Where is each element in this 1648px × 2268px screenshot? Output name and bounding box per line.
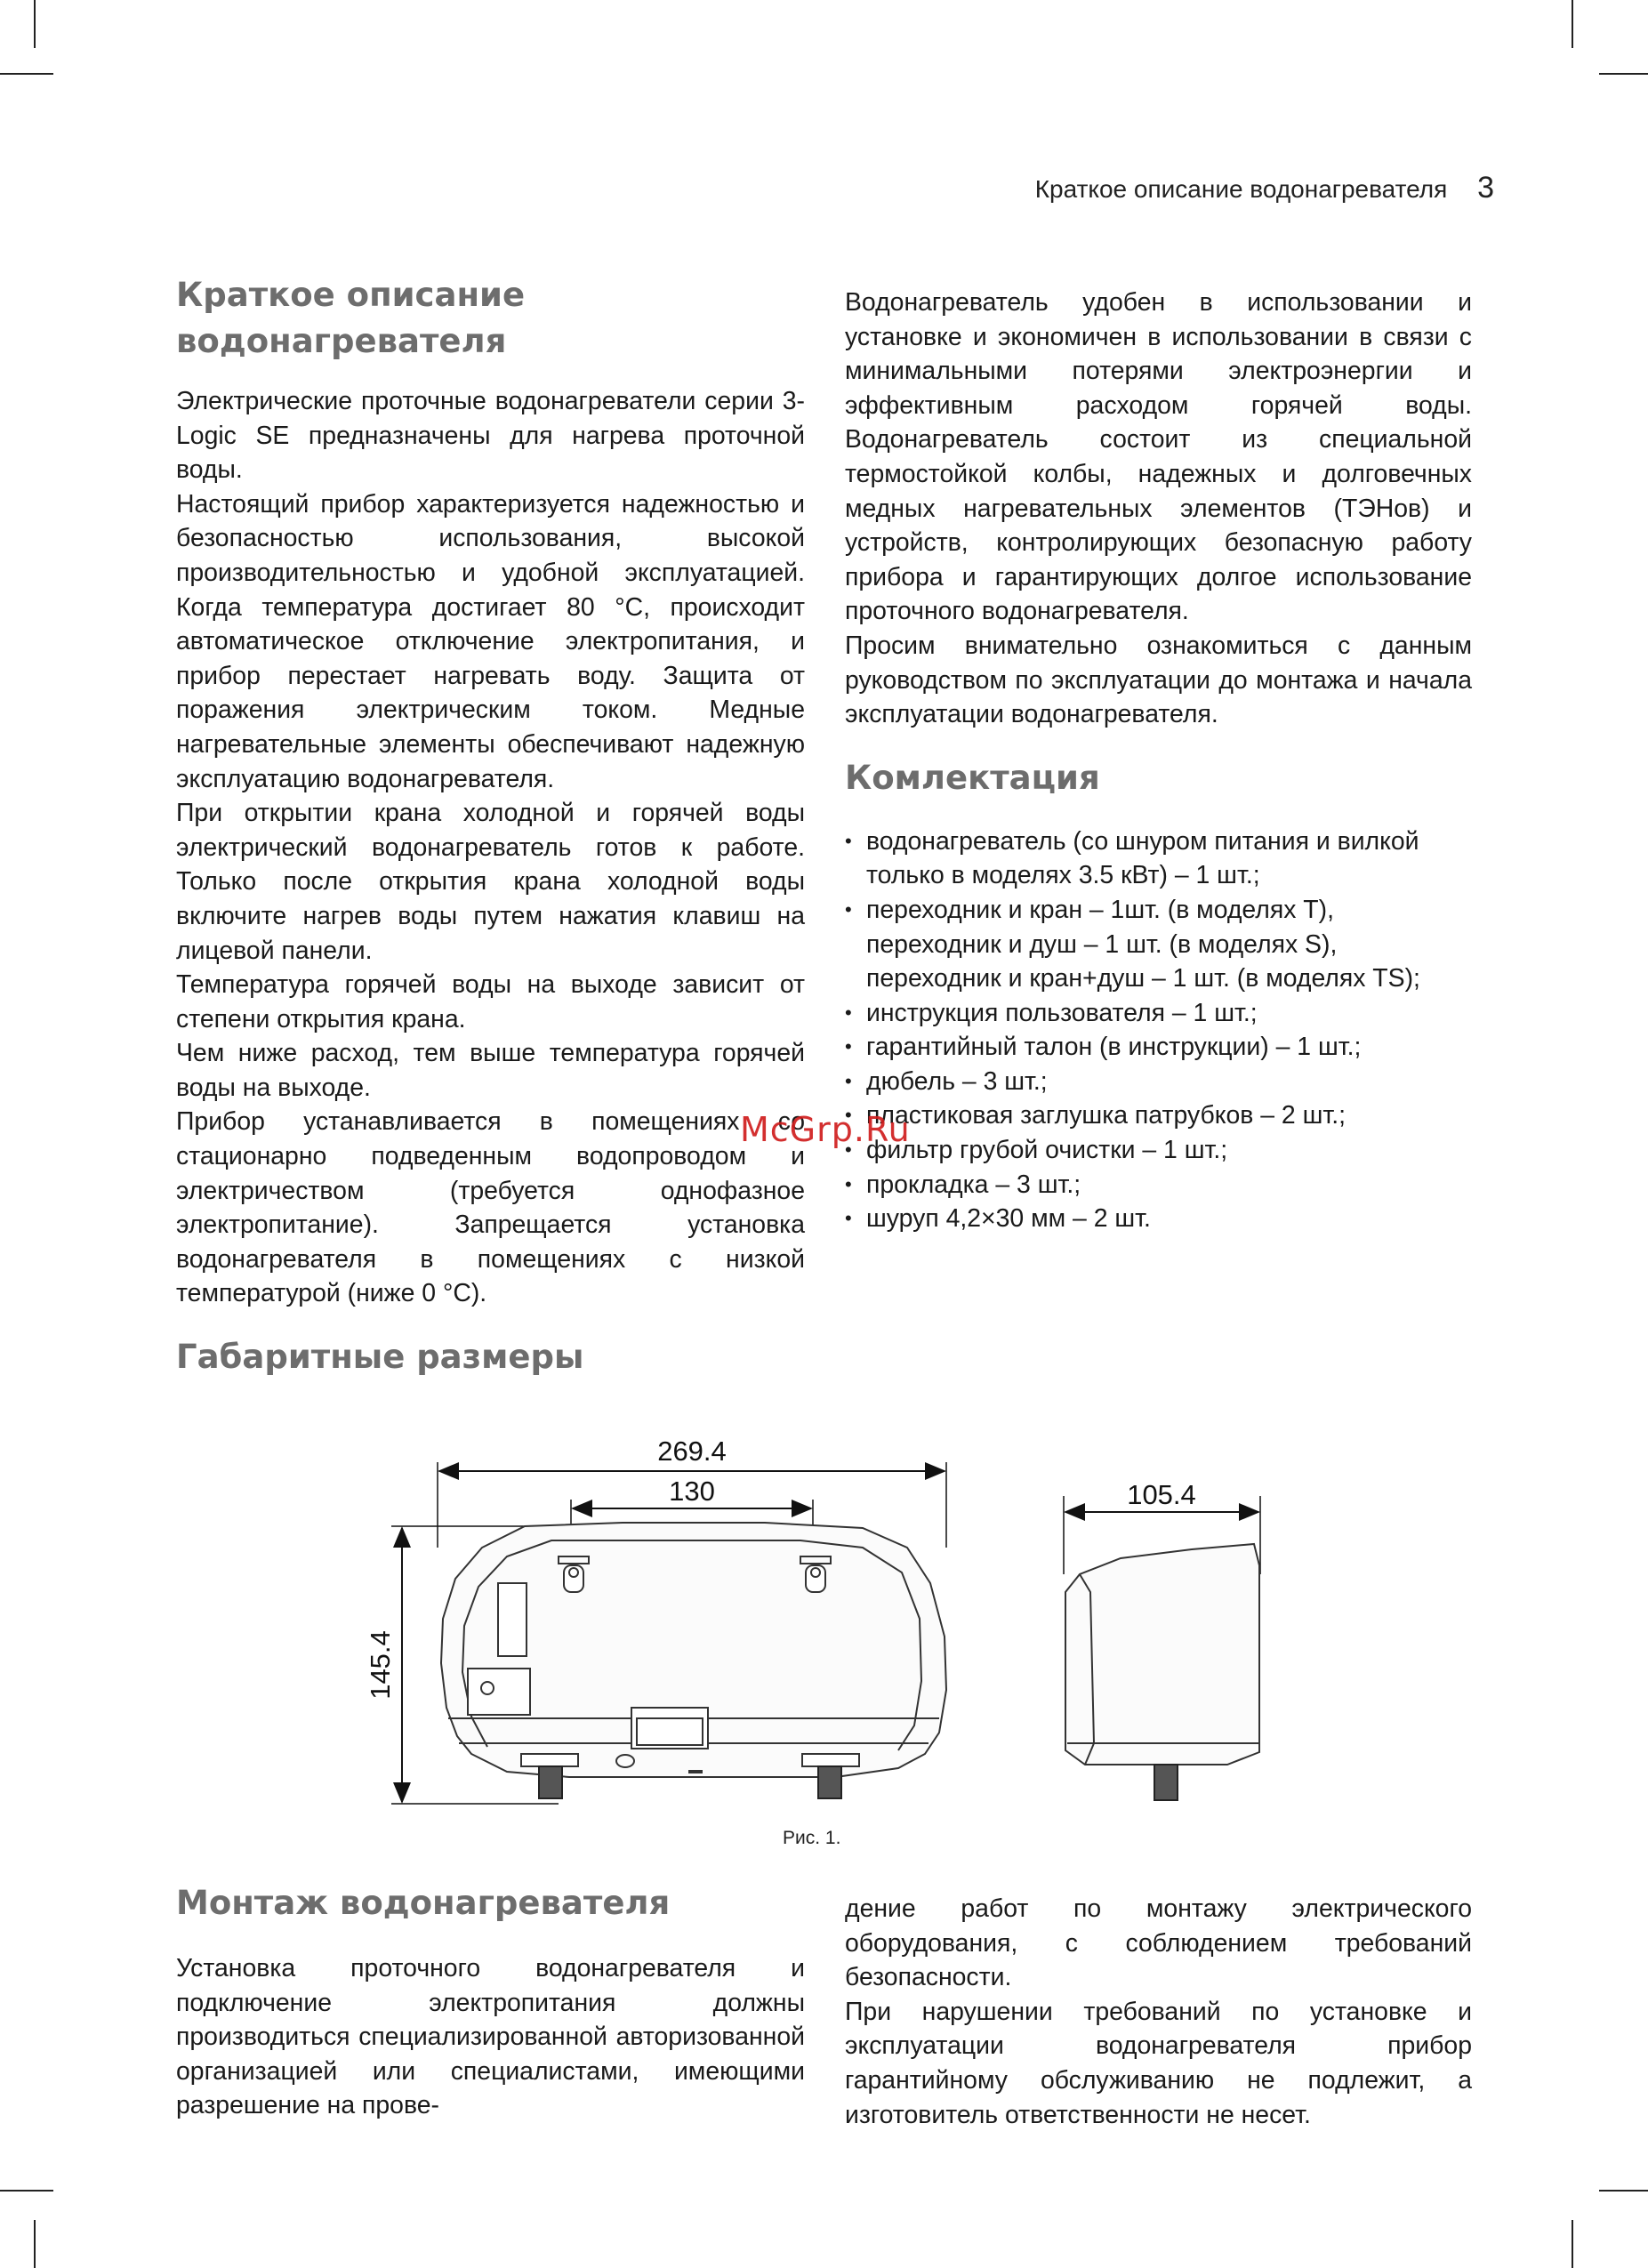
heading-line: водонагревателя [176,322,507,360]
heading-line: Краткое описание [176,276,526,314]
watermark: McGrp.Ru [740,1110,911,1149]
paragraph: Настоящий прибор характеризуется надежностью и безопасностью использования, высокой производительностью и удобной эксплуатацией. Когда температура достигает 80 °С, происходит автоматическое отключение электропитания, и прибор перестает нагревать воду. Защита от поражения электрическим током. Медные нагревательные элементы обеспечивают надежную эксплуатацию водонагревателя. [176,489,805,793]
install-left-column [176,1880,805,2123]
width-dimension-label: 269.4 [657,1436,727,1467]
paragraph: дение работ по монтажу электрического оборудования, с соблюдением требований безопасности. [845,1894,1472,1992]
section-heading-dimensions: Габаритные размеры [176,1338,584,1376]
paragraph: Установка проточного водонагревателя и подключение электропитания должны производиться специализированной авторизованной организацией или специалистами, имеющими разрешение на прове- [176,1954,805,2120]
front-view [441,1523,946,1798]
kit-item: • прокладка – 3 шт.; [845,1168,1472,1202]
mount-distance-label: 130 [669,1476,715,1507]
side-view [1065,1544,1259,1800]
section-heading-install: Монтаж водонагревателя [176,1884,671,1922]
kit-list [845,824,1472,1236]
kit-item: • инструкция пользователя – 1 шт.; [845,996,1472,1031]
kit-item: • переходник и кран – 1шт. (в моделях Т), переходник и душ – 1 шт. (в моделях S), переходник и кран+душ – 1 шт. (в моделях TS); [845,893,1472,996]
paragraph: При нарушении требований по установке и эксплуатации водонагревателя прибор гарантийному обслуживанию не подлежит, а изготовитель ответственности не несет. [845,1997,1472,2129]
paragraph: Электрические проточные водонагреватели серии 3-Logic SE предназначены для нагрева проточной воды. [176,387,805,485]
kit-item: • фильтр грубой очистки – 1 шт.; [845,1133,1472,1168]
depth-dimension-label: 105.4 [1127,1479,1196,1510]
description-left-column [176,272,805,1311]
paragraph: Прибор устанавливается в помещениях со стационарно подведенным водопроводом и электричеством (требуется однофазное электропитание). Запрещается установка водонагревателя в помещениях с низкой температурой (ниже 0 °С). [176,1107,805,1308]
crop-mark [1599,2190,1648,2192]
section-heading-description [176,272,805,365]
dimensions-heading-block [176,1334,805,1380]
figure-caption: Рис. 1. [783,1828,841,1848]
crop-mark [1572,2220,1573,2268]
crop-mark [0,2190,53,2192]
kit-item: • дюбель – 3 шт.; [845,1065,1472,1099]
crop-mark [34,0,36,48]
install-right-column [845,1892,1472,2132]
description-right-column [845,286,1472,1236]
crop-mark [1572,0,1573,48]
page-number: 3 [1477,171,1494,205]
crop-mark [1599,73,1648,75]
paragraph: Чем ниже расход, тем выше температура горячей воды на выходе. [176,1039,805,1102]
paragraph: Температура горячей воды на выходе зависит от степени открытия крана. [176,970,805,1033]
section-heading-kit: Комлектация [845,758,1100,797]
kit-item: • шуруп 4,2×30 мм – 2 шт. [845,1202,1472,1236]
crop-mark [34,2220,36,2268]
height-dimension-label: 145.4 [365,1630,396,1700]
running-header [1035,171,1494,205]
kit-item: • гарантийный талон (в инструкции) – 1 шт.; [845,1030,1472,1065]
kit-item: • пластиковая заглушка патрубков – 2 шт.; [845,1098,1472,1133]
running-header-title: Краткое описание водонагревателя [1034,175,1448,203]
kit-item: • водонагреватель (со шнуром питания и вилкой только в моделях 3.5 кВт) – 1 шт.; [845,824,1472,893]
paragraph: Просим внимательно ознакомиться с данным руководством по эксплуатации до монтажа и начала эксплуатации водонагревателя. [845,631,1472,729]
crop-mark [0,73,53,75]
paragraph: При открытии крана холодной и горячей воды электрический водонагреватель готов к работе. Только после открытия крана холодной воды включите нагрев воды путем нажатия клавиш на лицевой панели. [176,799,805,965]
paragraph: Водонагреватель удобен в использовании и установке и экономичен в использовании в связи с минимальными потерями электроэнергии и эффективным расходом горячей воды. Водонагреватель состоит из специальной термостойкой колбы, надежных и долговечных медных нагревательных элементов (ТЭНов) и устройств, контролирующих безопасную работу прибора и гарантирующих долгое использование проточного водонагревателя. [845,288,1472,626]
dimension-drawing [338,1423,1281,1814]
